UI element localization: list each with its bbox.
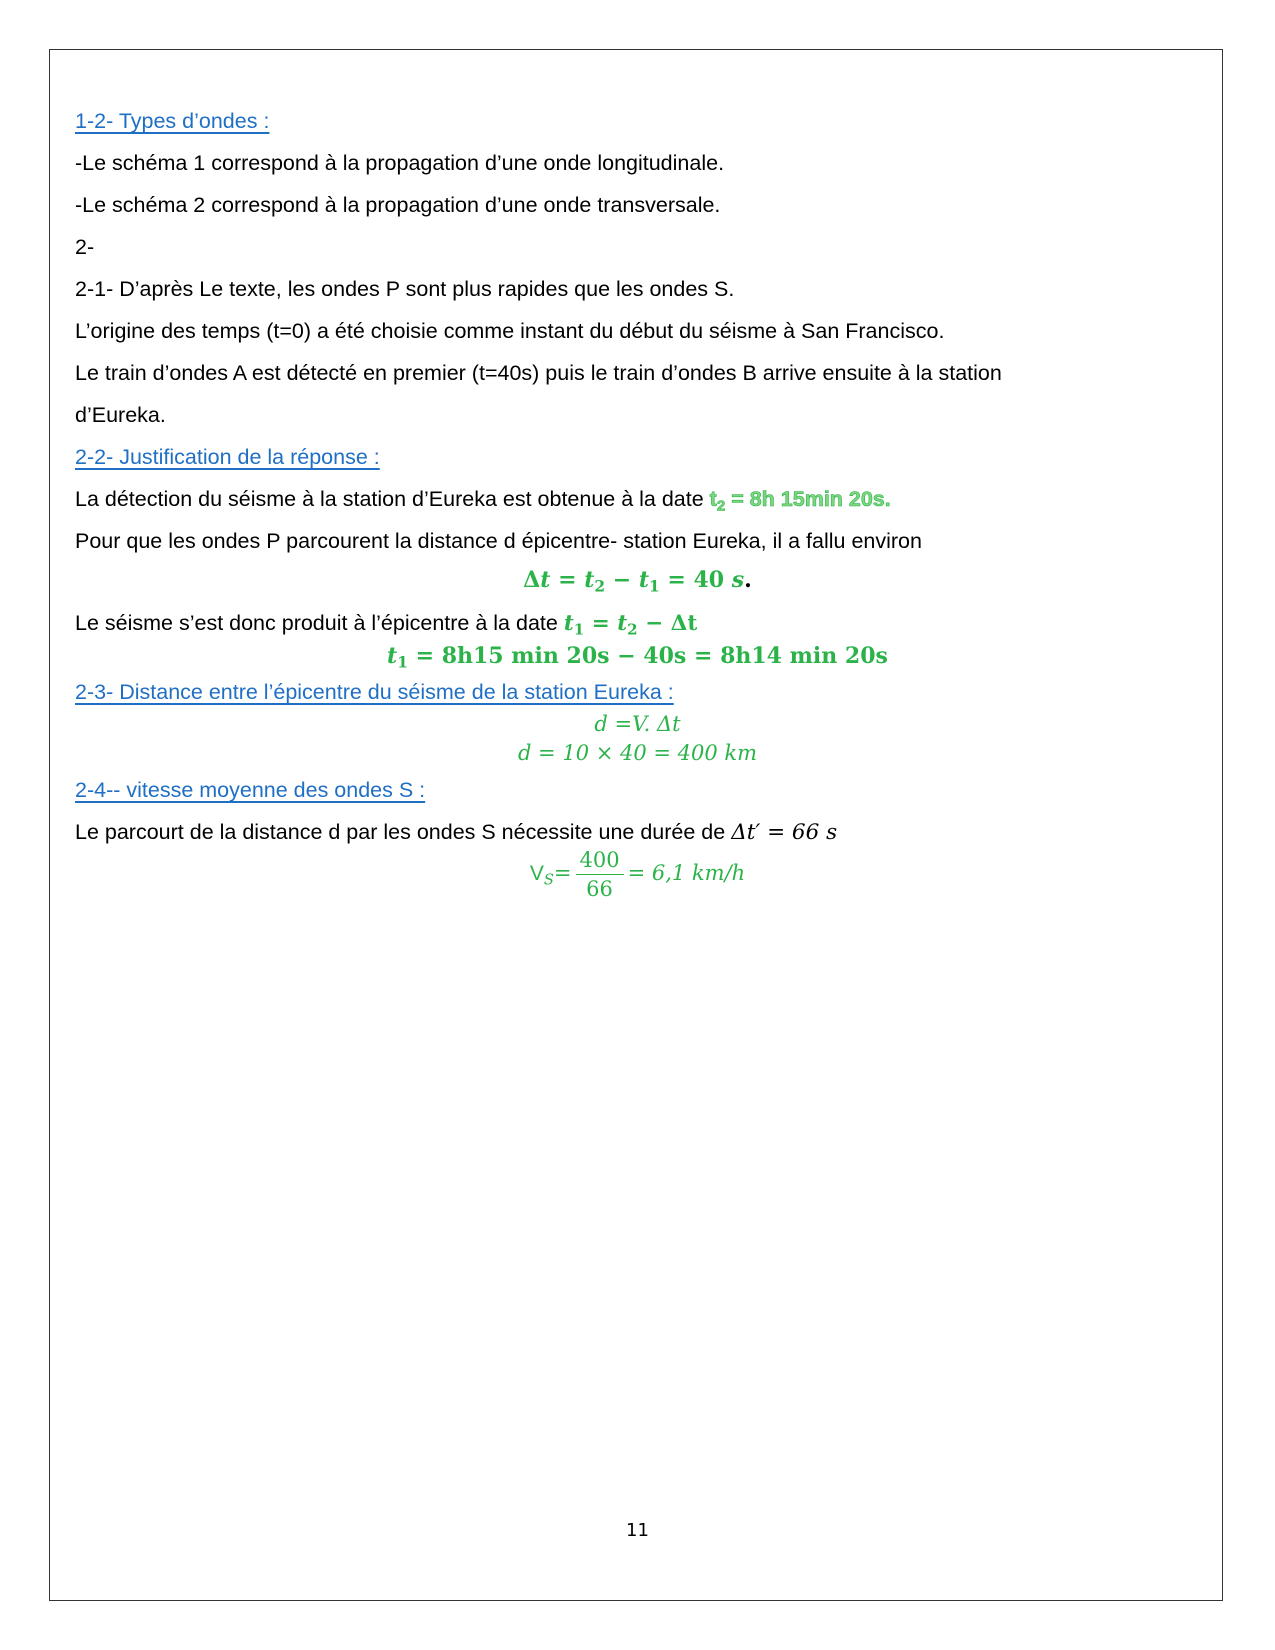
eq1-delta: Δ	[523, 567, 541, 593]
heading-vitesse: 2-4-- vitesse moyenne des ondes S :	[75, 778, 426, 802]
detection-prefix: La détection du séisme à la station d’Eureka est obtenue à la date	[75, 487, 710, 511]
text-detection-date	[75, 485, 891, 521]
parcourt-duration: Δt′ = 66 s	[731, 820, 838, 845]
heading-types-ondes: 1-2- Types d’ondes :	[75, 109, 270, 133]
equation-delta-t	[0, 567, 1275, 596]
fraction-numerator: 400	[576, 848, 624, 875]
text-parcourt-ondes-s	[75, 818, 837, 847]
v-sub: S	[543, 871, 554, 889]
eq1-t2-sub: 2	[594, 577, 606, 596]
equation-t1-value	[0, 643, 1275, 672]
eq1-equals: =	[550, 567, 585, 593]
formula-rest: − Δt	[637, 611, 698, 636]
v-equals: =	[553, 861, 572, 885]
page-number: 11	[626, 1520, 649, 1541]
label-section-2: 2-	[75, 235, 95, 259]
text-origine-temps: L’origine des temps (t=0) a été choisie comme instant du début du séisme à San Francisco.	[75, 319, 945, 343]
text-date-seisme	[75, 609, 697, 644]
heading-justification: 2-2- Justification de la réponse :	[75, 445, 380, 469]
formula-t2: t	[617, 611, 628, 636]
text-train-ondes: Le train d’ondes A est détecté en premier (t=40s) puis le train d’ondes B arrive ensuite à la station	[75, 361, 1002, 385]
eq1-minus: −	[605, 567, 639, 593]
eq1-t: t	[540, 567, 551, 593]
date-seisme-prefix: Le séisme s’est donc produit à l’épicentre à la date	[75, 611, 564, 635]
eq1-t1-sub: 1	[649, 577, 660, 596]
detection-value: = 8h 15min 20s.	[725, 487, 891, 511]
detection-t-sub: 2	[716, 497, 726, 515]
text-schema-1: -Le schéma 1 correspond à la propagation d’une onde longitudinale.	[75, 151, 725, 175]
formula-t1: t	[563, 611, 574, 636]
date-seisme-formula	[563, 611, 698, 639]
v-label: V	[529, 862, 544, 885]
text-parcours-ondes-p: Pour que les ondes P parcourent la distance d épicentre- station Eureka, il a fallu environ	[75, 529, 922, 553]
formula-equals: =	[584, 611, 618, 636]
text-schema-2: -Le schéma 2 correspond à la propagation d’une onde transversale.	[75, 193, 721, 217]
text-eureka: d’Eureka.	[75, 403, 166, 427]
eq1-t1: t	[638, 567, 650, 593]
eq2-t-sub: 1	[397, 653, 408, 672]
v-fraction	[576, 848, 624, 901]
detection-t: t	[709, 487, 717, 511]
formula-t2-sub: 2	[627, 620, 638, 639]
equation-distance-value: d = 10 × 40 = 400 km	[517, 741, 758, 765]
equation-vitesse	[0, 848, 1275, 901]
eq2-rest: = 8h15 min 20s − 40s = 8h14 min 20s	[407, 643, 888, 669]
equation-distance-formula: d =V. Δt	[594, 712, 681, 736]
text-2-1: 2-1- D’après Le texte, les ondes P sont plus rapides que les ondes S.	[75, 277, 735, 301]
eq1-value: = 40	[659, 567, 732, 593]
heading-distance: 2-3- Distance entre l’épicentre du séisme de la station Eureka :	[75, 680, 674, 704]
eq1-t2: t	[584, 567, 595, 593]
v-result: = 6,1 km/h	[627, 861, 746, 885]
formula-t1-sub: 1	[573, 620, 585, 639]
eq1-period: .	[744, 567, 752, 593]
parcourt-prefix: Le parcourt de la distance d par les ondes S nécessite une durée de	[75, 820, 732, 844]
eq2-t: t	[387, 643, 398, 669]
fraction-denominator: 66	[586, 877, 613, 901]
eq1-unit: s	[731, 567, 745, 593]
